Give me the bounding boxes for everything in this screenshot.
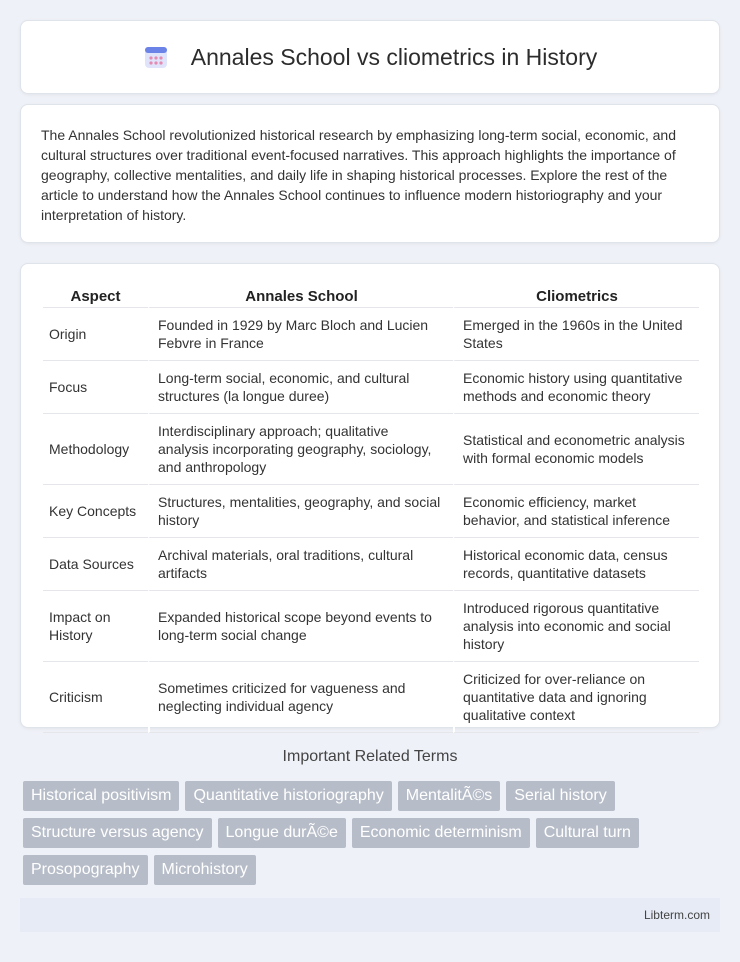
related-terms-title: Important Related Terms (282, 748, 458, 765)
row-annales: Interdisciplinary approach; qualitative analysis incorporating geography, sociology, and anthropology (148, 414, 453, 485)
row-annales: Expanded historical scope beyond events to long-term social change (148, 591, 453, 662)
row-cliometrics: Criticized for over-reliance on quantitative data and ignoring qualitative context (453, 662, 699, 733)
table-row (43, 308, 699, 361)
table-row (43, 414, 699, 485)
row-aspect: Focus (43, 361, 148, 414)
row-aspect: Key Concepts (43, 485, 148, 538)
header-annales: Annales School (148, 284, 453, 308)
calendar-icon (143, 44, 169, 70)
page-title: Annales School vs cliometrics in History (190, 43, 598, 70)
related-term-tag[interactable]: Prosopography (23, 855, 148, 885)
related-term-tag[interactable]: Quantitative historiography (185, 781, 391, 811)
related-term-tag[interactable]: Economic determinism (352, 818, 530, 848)
related-term-tag[interactable]: MentalitÃ©s (398, 781, 500, 811)
row-annales: Structures, mentalities, geography, and social history (148, 485, 453, 538)
comparison-card (20, 263, 720, 728)
row-aspect: Origin (43, 308, 148, 361)
header-cliometrics: Cliometrics (453, 284, 699, 308)
table-row (43, 361, 699, 414)
title-card (20, 20, 720, 94)
comparison-table (43, 284, 699, 733)
row-cliometrics: Introduced rigorous quantitative analysis into economic and social history (453, 591, 699, 662)
related-term-tag[interactable]: Structure versus agency (23, 818, 212, 848)
related-term-tag[interactable]: Longue durÃ©e (218, 818, 346, 848)
table-row (43, 538, 699, 591)
row-aspect: Impact on History (43, 591, 148, 662)
row-cliometrics: Statistical and econometric analysis with formal economic models (453, 414, 699, 485)
row-aspect: Criticism (43, 662, 148, 733)
intro-text: The Annales School revolutionized historical research by emphasizing long-term social, economic, and cultural structures over traditional event-focused narratives. This approach highlights the importance of geography, collective mentalities, and daily life in shaping historical processes. Explore the rest of the article to understand how the Annales School continues to influence modern historiography and your interpretation of history. (41, 127, 676, 223)
related-term-tag[interactable]: Cultural turn (536, 818, 639, 848)
row-cliometrics: Emerged in the 1960s in the United States (453, 308, 699, 361)
table-row (43, 485, 699, 538)
related-term-tag[interactable]: Historical positivism (23, 781, 179, 811)
row-aspect: Methodology (43, 414, 148, 485)
table-header-row (43, 284, 699, 308)
row-annales: Founded in 1929 by Marc Bloch and Lucien Febvre in France (148, 308, 453, 361)
intro-card (20, 104, 720, 243)
footer-site-link[interactable]: Libterm.com (643, 908, 710, 922)
related-term-tag[interactable]: Serial history (506, 781, 614, 811)
row-annales: Sometimes criticized for vagueness and neglecting individual agency (148, 662, 453, 733)
row-annales: Archival materials, oral traditions, cultural artifacts (148, 538, 453, 591)
related-term-tag[interactable]: Microhistory (154, 855, 256, 885)
footer (20, 898, 720, 932)
row-annales: Long-term social, economic, and cultural structures (la longue duree) (148, 361, 453, 414)
table-row (43, 591, 699, 662)
row-cliometrics: Economic efficiency, market behavior, and statistical inference (453, 485, 699, 538)
table-row (43, 662, 699, 733)
related-terms-list (23, 781, 723, 892)
row-cliometrics: Historical economic data, census records, quantitative datasets (453, 538, 699, 591)
row-aspect: Data Sources (43, 538, 148, 591)
header-aspect: Aspect (43, 284, 148, 308)
row-cliometrics: Economic history using quantitative methods and economic theory (453, 361, 699, 414)
